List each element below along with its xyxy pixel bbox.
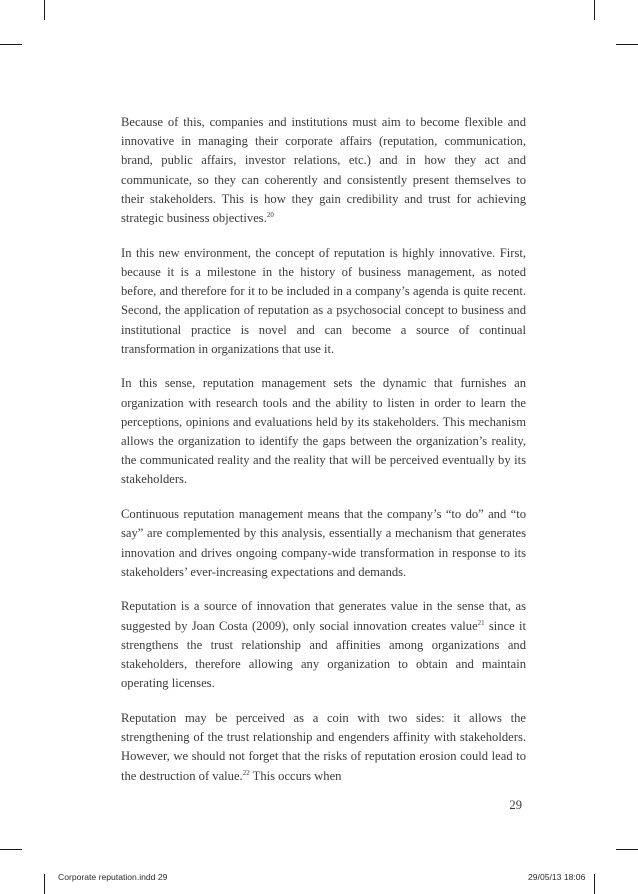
footnote-ref-21[interactable]: 21 (477, 618, 485, 627)
paragraph-2: In this new environment, the concept of reputation is highly innovative. First, because it is a milestone in the history of business management, as noted before, and therefore for it to be included in a company’s agenda is quite recent. Second, the application of reputation as a psychosocial concept to business and institutional practice is novel and can become a source of continual transformation in organizations that use it. (121, 245, 526, 356)
slug-filename: Corporate reputation.indd 29 (58, 872, 168, 882)
crop-mark (616, 849, 638, 850)
crop-mark (594, 874, 595, 894)
footnote-ref-20[interactable]: 20 (266, 211, 274, 220)
crop-mark (594, 0, 595, 20)
crop-mark (0, 44, 22, 45)
slug-date: 29/05/13 18:06 (528, 872, 586, 882)
paragraph-3: In this sense, reputation management sets the dynamic that furnishes an organization with research tools and the ability to listen in order to learn the perceptions, opinions and evaluations held by its stakeholders. This mechanism allows the organization to identify the gaps between the organization’s reality, the communicated reality and the reality that will be perceived eventually by its stakeholders. (121, 376, 526, 487)
paragraph-5: Reputation is a source of innovation that generates value in the sense that, as suggested by Joan Costa (2009), only social innovation creates value$^{21}$ since it strengthens the trust relationship and affinities among organizations and stakeholders, therefore allowing any organization to obtain and maintain operating licenses. (121, 599, 527, 691)
body-text (121, 113, 526, 801)
crop-mark (44, 0, 45, 20)
crop-mark (0, 849, 22, 850)
page-number: 29 (509, 798, 522, 812)
paragraph-4: Continuous reputation management means that the company’s “to do” and “to say” are complemented by this analysis, essentially a mechanism that generates innovation and drives ongoing company-wide transformation in response to its stakeholders’ ever-increasing expectations and demands. (121, 507, 526, 579)
footnote-ref-22[interactable]: 22 (242, 768, 250, 777)
crop-mark (44, 874, 45, 894)
crop-mark (616, 44, 638, 45)
paragraph-1: Because of this, companies and institutions must aim to become flexible and innovative in managing their corporate affairs (reputation, communication, brand, public affairs, investor relations, etc.) and in how they act and communicate, so they can coherently and consistently present themselves to their stakeholders. This is how they gain credibility and trust for achieving strategic business objectives.$^{20}$ (121, 115, 526, 226)
paragraph-6: Reputation may be perceived as a coin with two sides: it allows the strengthening of the trust relationship and engenders affinity with stakeholders. However, we should not forget that the risks of reputation erosion could lead to the destruction of value.$^{22}$ This occurs when (121, 710, 526, 783)
